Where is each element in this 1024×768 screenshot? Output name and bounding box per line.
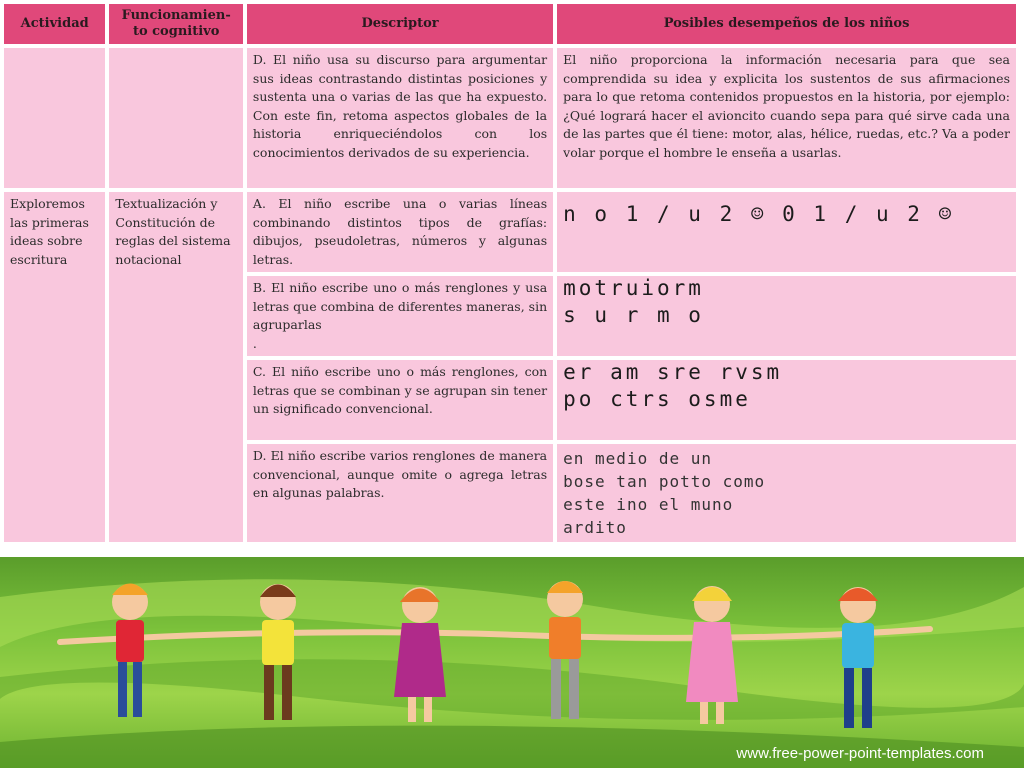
- cell-descriptor-d: D. El niño escribe varios renglones de manera convencional, aunque omite o agrega letras en algunas palabras.: [247, 444, 553, 542]
- sample-b-line-1: motruiorm: [563, 276, 704, 300]
- kid-1: [112, 584, 148, 718]
- sample-d-line: ardito: [563, 518, 627, 537]
- table-row: [4, 48, 1016, 188]
- cell-descriptor-c: C. El niño escribe uno o más renglones, con letras que se combinan y se agrupan sin tener un significado convencional.: [247, 360, 553, 440]
- kids-illustration: [0, 557, 1024, 768]
- handwriting-sample-c: [557, 360, 1016, 440]
- cell-actividad: [4, 48, 105, 188]
- header-actividad: Actividad: [4, 4, 105, 44]
- kid-2: [260, 584, 296, 720]
- cell-funcionamiento: Textualización y Constitución de reglas del sistema notacional: [109, 192, 243, 542]
- header-descriptor: Descriptor: [247, 4, 553, 44]
- kids-banner: [0, 557, 1024, 768]
- handwriting-sample-a: [557, 192, 1016, 272]
- cell-actividad: Exploremos las primeras ideas sobre escritura: [4, 192, 105, 542]
- table-row: [4, 192, 1016, 272]
- sample-c-line-1: er am sre rvsm: [563, 360, 783, 384]
- sample-b-line-2: s u r m o: [563, 302, 704, 327]
- cell-funcionamiento: [109, 48, 243, 188]
- cell-descriptor-a: A. El niño escribe una o varias líneas combinando distintos tipos de grafías: dibujos, pseudoletras, números y algunas letras.: [247, 192, 553, 272]
- header-desempenos: Posibles desempeños de los niños: [557, 4, 1016, 44]
- cell-descriptor-b: [247, 276, 553, 356]
- sample-d-line: este ino el muno: [563, 495, 734, 514]
- header-funcionamiento: [109, 4, 243, 44]
- sample-c-line-2: po ctrs osme: [563, 386, 751, 411]
- table-header-row: [4, 4, 1016, 44]
- handwriting-sample-b: [557, 276, 1016, 356]
- cell-desempeno: El niño proporciona la información necesaria para que sea comprendida su idea y explicita los sustentos de sus afirmaciones para lo que retoma contenidos propuestos en la historia, por ejemplo: ¿Qué logrará hacer el avioncito cuando sepa para qué sirve cada una de las partes que él tiene: motor, alas, hélice, ruedas, etc.? Va a poder volar porque el hombre le enseña a usarlas.: [557, 48, 1016, 188]
- handwriting-sample-d: [557, 444, 1016, 542]
- cell-descriptor: D. El niño usa su discurso para argumentar sus ideas contrastando distintas posiciones y sustenta una o varias de las que ha expuesto. Con este fin, retoma aspectos globales de la historia enriqueciéndolos con los conocimientos derivados de su experiencia.: [247, 48, 553, 188]
- descriptor-b-text: B. El niño escribe uno o más renglones y usa letras que combina de diferentes maneras, sin agruparlas: [252, 280, 548, 332]
- sample-d-line: bose tan potto como: [563, 472, 766, 491]
- sample-a-text: n o 1 / u 2 ☺ 0 1 / u 2 ☺: [563, 202, 955, 226]
- sample-d-line: en medio de un: [563, 449, 712, 468]
- header-funcionamiento-label: Funcionamien- to cognitivo: [121, 8, 231, 39]
- descriptor-b-dot: .: [252, 335, 257, 351]
- footer-url[interactable]: www.free-power-point-templates.com: [736, 745, 984, 762]
